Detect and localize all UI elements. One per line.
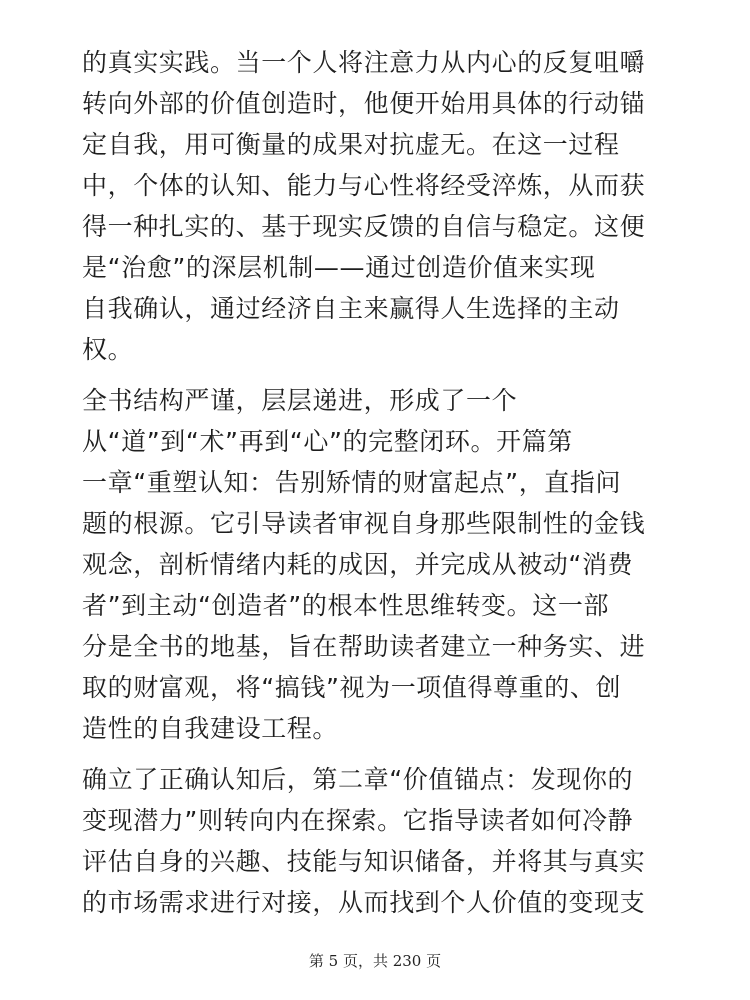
text-line: 从“道”到“术”再到“心”的完整闭环。开篇第	[82, 427, 573, 456]
text-line: 得一种扎实的、基于现实反馈的自信与稳定。这便	[82, 212, 646, 241]
text-line: 一章“重塑认知：告别矫情的财富起点”，直指问	[82, 468, 622, 497]
text-line: 中，个体的认知、能力与心性将经受淬炼，从而获	[82, 171, 646, 200]
text-line: 权。	[82, 335, 134, 364]
text-line: 分是全书的地基，旨在帮助读者建立一种务实、进	[82, 632, 646, 661]
text-line: 取的财富观，将“搞钱”视为一项值得尊重的、创	[82, 673, 622, 702]
text-line: 评估自身的兴趣、技能与知识储备，并将其与真实	[82, 847, 646, 876]
text-line: 变现潜力”则转向内在探索。它指导读者如何冷静	[82, 806, 634, 835]
paragraph-1	[82, 42, 682, 370]
text-line: 转向外部的价值创造时，他便开始用具体的行动锚	[82, 89, 646, 118]
text-line: 的真实实践。当一个人将注意力从内心的反复咀嚼	[82, 48, 646, 77]
body-text	[82, 42, 682, 923]
paragraph-2	[82, 380, 682, 749]
text-line: 的市场需求进行对接，从而找到个人价值的变现支	[82, 888, 646, 917]
text-line: 观念，剖析情绪内耗的成因，并完成从被动“消费	[82, 550, 634, 579]
text-line: 定自我，用可衡量的成果对抗虚无。在这一过程	[82, 130, 620, 159]
text-line: 自我确认，通过经济自主来赢得人生选择的主动	[82, 294, 620, 323]
text-line: 题的根源。它引导读者审视自身那些限制性的金钱	[82, 509, 646, 538]
paragraph-3	[82, 759, 682, 923]
text-line: 者”到主动“创造者”的根本性思维转变。这一部	[82, 591, 610, 620]
text-line: 是“治愈”的深层机制——通过创造价值来实现	[82, 253, 596, 282]
page-number-footer: 第 5 页，共 230 页	[308, 952, 442, 970]
text-line: 造性的自我建设工程。	[82, 714, 339, 743]
text-line: 确立了正确认知后，第二章“价值锚点：发现你的	[82, 765, 634, 794]
text-line: 全书结构严谨，层层递进，形成了一个	[82, 386, 518, 415]
